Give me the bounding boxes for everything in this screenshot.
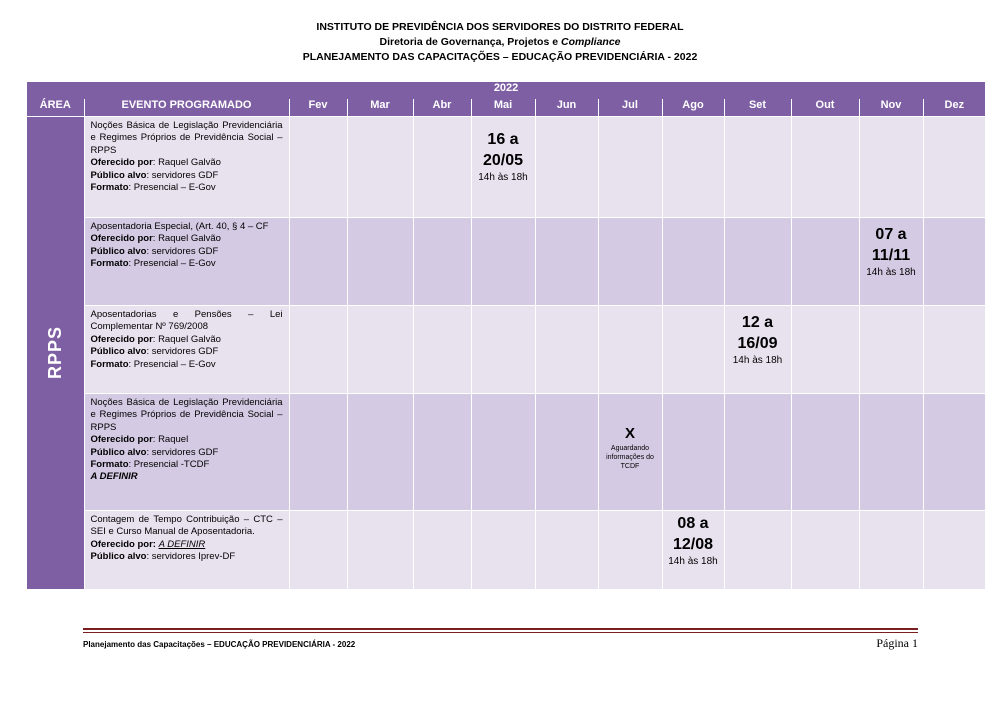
area-cell	[27, 117, 84, 589]
event-offered-by	[91, 233, 283, 245]
event-offered-by	[91, 334, 283, 346]
event-cell	[84, 117, 289, 218]
month-cell	[859, 117, 923, 218]
month-cell	[724, 218, 791, 306]
audience-value: : servidores GDF	[146, 446, 219, 458]
table-row	[27, 218, 985, 306]
month-cell-pending	[598, 394, 662, 511]
table-row	[27, 394, 985, 511]
year-header: 2022	[27, 82, 985, 99]
month-cell	[724, 511, 791, 589]
month-cell	[535, 117, 598, 218]
offered-by-colon: :	[152, 538, 156, 550]
offered-by-value: : Raquel Galvão	[152, 333, 221, 345]
column-header-month: Ago	[662, 99, 724, 117]
month-cell	[413, 511, 471, 589]
event-title: Noções Básica de Legislação Previdenciária e Regimes Próprios de Previdência Social – RPPS	[90, 397, 283, 433]
month-cell	[347, 394, 413, 511]
table-row	[27, 306, 985, 394]
month-cell	[289, 394, 347, 511]
format-value: : Presencial -TCDF	[128, 459, 210, 471]
column-header-event: EVENTO PROGRAMADO	[84, 99, 289, 117]
event-offered-by	[91, 539, 283, 551]
event-status	[91, 471, 283, 483]
schedule-date: 07 a 11/11	[871, 226, 911, 264]
event-cell	[84, 306, 289, 394]
offered-by-value: : Raquel	[152, 434, 189, 446]
schedule-time: 14h às 18h	[866, 267, 916, 278]
offered-by-label: Oferecido por	[90, 233, 153, 245]
format-value: : Presencial – E-Gov	[128, 182, 216, 194]
schedule-date: 16 a 20/05	[482, 131, 524, 169]
footer-divider	[83, 628, 918, 630]
month-cell	[289, 306, 347, 394]
table-row	[27, 511, 985, 589]
month-cell	[662, 117, 724, 218]
event-cell	[84, 394, 289, 511]
pending-note: Aguardando informações do TCDF	[606, 445, 654, 470]
offered-by-label: Oferecido por	[90, 538, 153, 550]
column-header-month: Mar	[347, 99, 413, 117]
directorate-name	[0, 35, 1000, 50]
column-header-month: Set	[724, 99, 791, 117]
schedule-time: 14h às 18h	[732, 355, 783, 366]
month-cell	[598, 306, 662, 394]
month-cell	[471, 511, 535, 589]
schedule-date: 08 a 12/08	[672, 515, 714, 553]
month-cell	[413, 394, 471, 511]
page-number: Página 1	[876, 636, 918, 650]
column-header-month: Nov	[859, 99, 923, 117]
footer-title: Planejamento das Capacitações – EDUCAÇÃO PREVIDENCIÁRIA - 2022	[83, 640, 356, 649]
month-cell	[471, 306, 535, 394]
audience-label: Público alvo	[90, 169, 147, 181]
month-cell	[791, 394, 859, 511]
month-cell	[598, 511, 662, 589]
schedule-date: 12 a 16/09	[737, 314, 778, 352]
column-header-month: Abr	[413, 99, 471, 117]
event-audience	[91, 170, 283, 182]
event-audience	[91, 551, 283, 563]
offered-by-label: Oferecido por	[90, 434, 153, 446]
event-offered-by	[91, 157, 283, 169]
column-header-month: Jul	[598, 99, 662, 117]
directorate-prefix: Diretoria de Governança, Projetos e	[379, 36, 561, 48]
month-cell	[413, 306, 471, 394]
training-schedule-table	[27, 82, 985, 589]
event-format	[91, 459, 283, 471]
month-cell-scheduled	[471, 117, 535, 218]
month-cell-scheduled	[662, 511, 724, 589]
month-cell	[724, 117, 791, 218]
schedule-time: 14h às 18h	[668, 556, 718, 567]
month-cell	[535, 218, 598, 306]
audience-label: Público alvo	[90, 346, 147, 358]
audience-value: : servidores GDF	[146, 169, 219, 181]
month-cell	[598, 218, 662, 306]
month-cell-scheduled	[859, 218, 923, 306]
event-offered-by	[91, 434, 283, 446]
column-header-month: Fev	[289, 99, 347, 117]
pending-mark: X	[624, 425, 635, 442]
month-cell	[347, 117, 413, 218]
month-cell	[289, 117, 347, 218]
month-cell	[289, 511, 347, 589]
format-label: Formato	[90, 358, 129, 370]
document-title: PLANEJAMENTO DAS CAPACITAÇÕES – EDUCAÇÃO PREVIDENCIÁRIA - 2022	[302, 51, 698, 63]
month-cell	[923, 394, 985, 511]
month-cell	[662, 218, 724, 306]
month-cell	[413, 218, 471, 306]
event-format	[91, 258, 283, 270]
format-label: Formato	[90, 258, 129, 270]
column-header-month: Dez	[923, 99, 985, 117]
footer-divider-thin	[83, 632, 918, 633]
month-cell	[923, 511, 985, 589]
column-header-row	[27, 99, 985, 117]
audience-value: : servidores Iprev-DF	[146, 551, 236, 563]
month-cell	[923, 306, 985, 394]
month-cell	[791, 511, 859, 589]
event-audience	[91, 346, 283, 358]
column-header-month: Out	[791, 99, 859, 117]
event-format	[91, 182, 283, 194]
offered-by-value: A DEFINIR	[158, 538, 206, 550]
month-cell	[535, 394, 598, 511]
event-title: Aposentadoria Especial, (Art. 40, § 4 – CF	[90, 221, 269, 232]
month-cell	[662, 306, 724, 394]
column-header-month: Jun	[535, 99, 598, 117]
month-cell	[347, 306, 413, 394]
month-cell	[535, 306, 598, 394]
month-cell	[791, 218, 859, 306]
month-cell	[471, 394, 535, 511]
month-cell	[662, 394, 724, 511]
event-audience	[91, 246, 283, 258]
month-cell	[347, 218, 413, 306]
month-cell	[724, 394, 791, 511]
month-cell	[413, 117, 471, 218]
month-cell	[598, 117, 662, 218]
audience-value: : servidores GDF	[146, 346, 219, 358]
month-cell	[791, 306, 859, 394]
audience-label: Público alvo	[90, 446, 147, 458]
offered-by-value: : Raquel Galvão	[152, 157, 221, 169]
event-cell	[84, 218, 289, 306]
institute-name: INSTITUTO DE PREVIDÊNCIA DOS SERVIDORES DO DISTRITO FEDERAL	[316, 21, 684, 33]
event-title: Contagem de Tempo Contribuição – CTC – SEI e Curso Manual de Aposentadoria.	[90, 514, 283, 538]
offered-by-label: Oferecido por	[90, 333, 153, 345]
month-cell	[859, 511, 923, 589]
month-cell	[471, 218, 535, 306]
audience-label: Público alvo	[90, 551, 147, 563]
column-header-month: Mai	[471, 99, 535, 117]
schedule-time: 14h às 18h	[478, 172, 528, 183]
area-label: RPPS	[44, 326, 65, 380]
month-cell	[289, 218, 347, 306]
format-value: : Presencial – E-Gov	[128, 258, 216, 270]
to-be-defined-label: A DEFINIR	[90, 471, 138, 483]
year-header-row	[27, 82, 985, 99]
format-label: Formato	[90, 459, 129, 471]
event-audience	[91, 447, 283, 459]
audience-value: : servidores GDF	[146, 245, 219, 257]
month-cell	[859, 306, 923, 394]
month-cell	[791, 117, 859, 218]
offered-by-value: : Raquel Galvão	[152, 233, 221, 245]
format-label: Formato	[90, 182, 129, 194]
month-cell	[923, 218, 985, 306]
event-cell	[84, 511, 289, 589]
offered-by-label: Oferecido por	[90, 157, 153, 169]
event-title: Aposentadorias e Pensões – Lei Complementar Nº 769/2008	[90, 309, 283, 333]
event-title: Noções Básica de Legislação Previdenciária e Regimes Próprios de Previdência Social – RPPS	[90, 120, 283, 156]
month-cell	[347, 511, 413, 589]
month-cell	[923, 117, 985, 218]
directorate-italic: Compliance	[560, 36, 621, 48]
month-cell-scheduled	[724, 306, 791, 394]
audience-label: Público alvo	[90, 245, 147, 257]
event-format	[91, 359, 283, 371]
month-cell	[535, 511, 598, 589]
format-value: : Presencial – E-Gov	[128, 358, 216, 370]
month-cell	[859, 394, 923, 511]
document-header	[0, 20, 1000, 65]
column-header-area: ÁREA	[27, 99, 84, 117]
table-row	[27, 117, 985, 218]
